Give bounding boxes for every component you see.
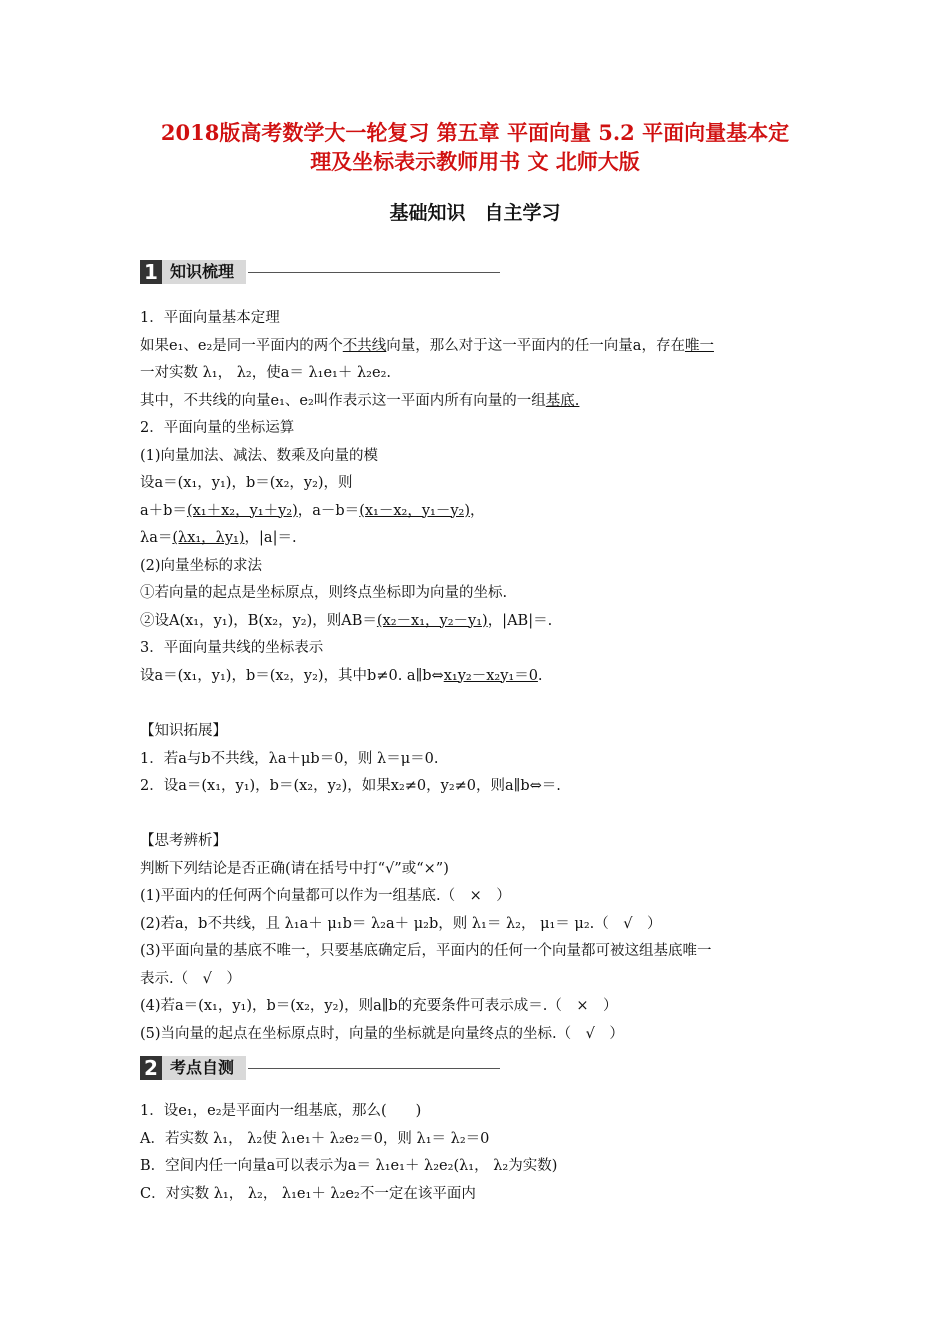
text-line: 2．平面向量的坐标运算 bbox=[140, 420, 295, 436]
knowledge-content bbox=[140, 305, 815, 690]
text-line: (1)向量加法、减法、数乘及向量的模 bbox=[140, 447, 379, 464]
section-number: 1 bbox=[140, 260, 162, 284]
document-title bbox=[100, 118, 850, 176]
text-line: 3．平面向量共线的坐标表示 bbox=[140, 640, 324, 656]
question-line: (4)若a＝(x₁，y₁)，b＝(x₂，y₂)，则a∥b的充要条件可表示成＝.（ × ） bbox=[140, 998, 618, 1014]
option-line: C．对实数 λ₁， λ₂， λ₁e₁＋ λ₂e₂不一定在该平面内 bbox=[140, 1185, 476, 1202]
text-line: λa＝(λx₁，λy₁)，|a|＝. bbox=[140, 530, 297, 546]
text-line: 1．平面向量基本定理 bbox=[140, 310, 280, 326]
section-rule bbox=[248, 1068, 500, 1069]
underlined-answer: 唯一 bbox=[684, 337, 714, 354]
question-line: (3)平面向量的基底不唯一，只要基底确定后，平面内的任何一个向量都可被这组基底唯一 bbox=[140, 943, 712, 959]
question-line: (5)当向量的起点在坐标原点时，向量的坐标就是向量终点的坐标.（ √ ） bbox=[140, 1025, 624, 1042]
option-line: A．若实数 λ₁， λ₂使 λ₁e₁＋ λ₂e₂＝0，则 λ₁＝ λ₂＝0 bbox=[140, 1130, 490, 1147]
text-line: 如果e₁、e₂是同一平面内的两个不共线向量，那么对于这一平面内的任一向量a，存在唯一 bbox=[140, 337, 714, 354]
thinking-section bbox=[140, 828, 815, 1048]
knowledge-extension bbox=[140, 718, 815, 801]
section-rule bbox=[248, 272, 500, 273]
text-line: (2)向量坐标的求法 bbox=[140, 557, 263, 574]
text-line: 设a＝(x₁，y₁)，b＝(x₂，y₂)，则 bbox=[140, 475, 353, 491]
underlined-answer: (λx₁，λy₁) bbox=[172, 530, 245, 546]
text-line: 判断下列结论是否正确(请在括号中打“√”或“×”) bbox=[140, 860, 449, 877]
section-number: 2 bbox=[140, 1056, 162, 1080]
text-line: 其中，不共线的向量e₁、e₂叫作表示这一平面内所有向量的一组基底. bbox=[140, 392, 580, 409]
selftest-content bbox=[140, 1098, 815, 1208]
title-line-2: 理及坐标表示教师用书 文 北师大版 bbox=[310, 149, 640, 174]
text-line: ②设A(x₁，y₁)，B(x₂，y₂)，则AB＝(x₂－x₁，y₂－y₁)，|AB|＝. bbox=[140, 612, 553, 629]
title-line-1: 2018版高考数学大一轮复习 第五章 平面向量 5.2 平面向量基本定 bbox=[160, 120, 790, 145]
question-line: (1)平面内的任何两个向量都可以作为一组基底.（ × ） bbox=[140, 888, 511, 904]
thinking-heading: 【思考辨析】 bbox=[140, 833, 227, 849]
option-line: B．空间内任一向量a可以表示为a＝ λ₁e₁＋ λ₂e₂(λ₁， λ₂为实数) bbox=[140, 1158, 558, 1174]
underlined-answer: (x₁＋x₂，y₁＋y₂) bbox=[186, 502, 298, 519]
text-line: 设a＝(x₁，y₁)，b＝(x₂，y₂)，其中b≠0. a∥b⇔x₁y₂－x₂y₁＝0. bbox=[140, 667, 543, 684]
underlined-answer: (x₂－x₁，y₂－y₁) bbox=[376, 612, 488, 629]
underlined-answer: (x₁－x₂，y₁－y₂) bbox=[359, 502, 470, 519]
section-label: 知识梳理 bbox=[162, 260, 246, 284]
question-line: 1．设e₁，e₂是平面内一组基底，那么( ) bbox=[140, 1103, 422, 1119]
text-line: ①若向量的起点是坐标原点，则终点坐标即为向量的坐标. bbox=[140, 585, 508, 601]
underlined-answer: x₁y₂－x₂y₁＝0 bbox=[443, 667, 538, 684]
section-subtitle: 基础知识 自主学习 bbox=[389, 202, 561, 224]
text-line: 一对实数 λ₁， λ₂，使a＝ λ₁e₁＋ λ₂e₂. bbox=[140, 365, 391, 381]
question-line: 表示.（ √ ） bbox=[140, 970, 241, 987]
underlined-answer: 不共线 bbox=[342, 337, 387, 354]
section-header-knowledge bbox=[140, 260, 500, 284]
text-line: a＋b＝(x₁＋x₂，y₁＋y₂)，a－b＝(x₁－x₂，y₁－y₂)， bbox=[140, 502, 485, 519]
section-label: 考点自测 bbox=[162, 1056, 246, 1080]
underlined-answer: 基底. bbox=[545, 392, 580, 409]
section-header-selftest bbox=[140, 1056, 500, 1080]
text-line: 2．设a＝(x₁，y₁)，b＝(x₂，y₂)，如果x₂≠0，y₂≠0，则a∥b⇔＝. bbox=[140, 778, 561, 794]
extension-heading: 【知识拓展】 bbox=[140, 723, 227, 739]
question-line: (2)若a，b不共线，且 λ₁a＋ μ₁b＝ λ₂a＋ μ₂b，则 λ₁＝ λ₂， μ₁＝ μ₂.（ √ ） bbox=[140, 915, 662, 932]
text-line: 1．若a与b不共线，λa＋μb＝0，则 λ＝μ＝0. bbox=[140, 750, 439, 767]
